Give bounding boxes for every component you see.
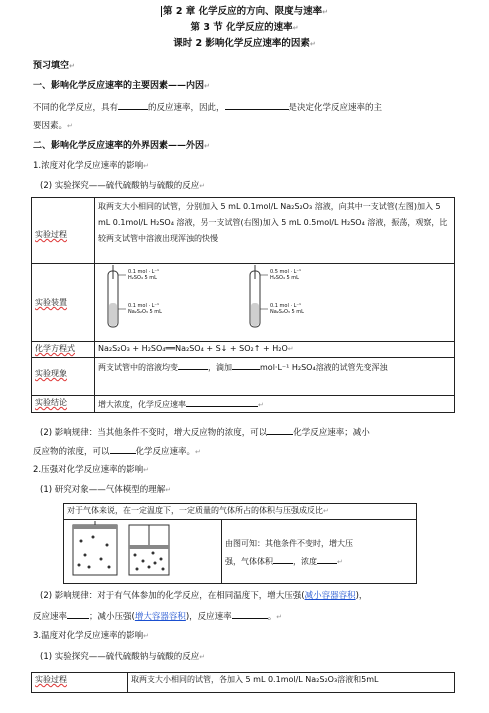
rule1-text-b: 化学反应速率；减小 xyxy=(293,428,370,438)
fill-blank[interactable] xyxy=(273,554,293,564)
large-gas-container xyxy=(73,521,117,575)
lesson-title xyxy=(0,37,489,51)
part1-text-b: 的反应速率，因此， xyxy=(148,103,225,113)
table-cell-label xyxy=(32,673,128,693)
row-label: 实验过程 xyxy=(35,675,67,684)
gas-container-cell xyxy=(64,520,222,584)
table-row xyxy=(32,673,455,693)
rule2-text-b: 反应速率 xyxy=(33,612,68,622)
fill-blank[interactable] xyxy=(178,360,208,370)
apparatus-figure xyxy=(98,265,451,339)
pressure-subheading: 2.压强对化学反应速率的影响↵ xyxy=(33,465,149,475)
reduce-volume-link: 减小容器容积 xyxy=(304,591,356,601)
left-acid-label: 0.1 mol · L⁻¹ H₂SO₄ 5 mL xyxy=(128,269,160,281)
right-acid-label: 0.5 mol · L⁻¹ H₂SO₄ 5 mL xyxy=(270,269,302,281)
pressure-object-text: (1) 研究对象——气体模型的理解 xyxy=(40,485,166,495)
rule1-line1 xyxy=(40,425,460,439)
chapter-title-text: 第 2 章 化学反应的方向、限度与速率 xyxy=(163,6,323,17)
temperature-process-text: 取两支大小相同的试管，各加入 5 mL 0.1mol/L Na₂S₂O₃溶液和5mL xyxy=(131,675,379,684)
lesson-title-text: 课时 2 影响化学反应速率的因素 xyxy=(173,38,310,49)
row-label: 实验现象 xyxy=(35,369,67,378)
rule1-text-c: 反应物的浓度，可以 xyxy=(33,447,110,457)
equation-text: Na₂S₂O₃ + H₂SO₄══Na₂SO₄ + S↓ + SO₂↑ + H₂O xyxy=(98,344,288,353)
gas-explanation-a: 由图可知：其他条件不变时，增大压 xyxy=(225,539,353,548)
fill-blank[interactable] xyxy=(267,425,293,435)
part1-heading-text: 一、影响化学反应速率的主要因素——内因 xyxy=(33,81,205,91)
rule1-text-a: (2) 影响规律：当其他条件不变时，增大反应物的浓度，可以 xyxy=(40,428,268,438)
gas-explanation-c: ，浓度 xyxy=(293,557,317,566)
pressure-object-heading: (1) 研究对象——气体模型的理解↵ xyxy=(40,485,172,495)
process-text: 取两支大小相同的试管，分别加入 5 mL 0.1mol/L Na₂S₂O₃ 溶液，向其中一支试管(左图)加入 5 mL 0.1mol/L H₂SO₄ 溶液，另一支试管(右图)加入 5 mL 0.5mol/L H₂SO₄ 溶液，振荡，观察，比较两支试管中溶液出现浑浊的快慢 xyxy=(98,202,448,243)
row-label: 实验结论 xyxy=(35,398,67,407)
fill-blank[interactable] xyxy=(232,360,260,370)
row-label: 实验装置 xyxy=(35,298,67,307)
table-cell-label xyxy=(32,358,95,396)
gas-model-header-text: 对于气体来说，在一定温度下，一定质量的气体所占的体积与压强成反比 xyxy=(67,506,323,515)
right-test-tube xyxy=(250,265,268,327)
table-row xyxy=(32,198,455,264)
conclusion-text: 增大浓度，化学反应速率 xyxy=(98,400,186,409)
table-cell-content xyxy=(95,198,455,264)
rule2-line1 xyxy=(40,590,460,602)
paragraph-mark: ↵ xyxy=(292,24,299,32)
table-cell-label xyxy=(32,198,95,264)
part1-line2: 要因素。↵ xyxy=(33,121,73,131)
rule2-text-b2: ；减小压强( xyxy=(89,612,135,622)
fill-blank[interactable] xyxy=(317,554,337,564)
table-cell-label xyxy=(32,396,95,413)
temperature-subheading-text: 3.温度对化学反应速率的影响 xyxy=(33,631,144,641)
gas-model-header: 对于气体来说，在一定温度下，一定质量的气体所占的体积与压强成反比↵ xyxy=(64,504,417,520)
table-cell-content: Na₂S₂O₃ + H₂SO₄══Na₂SO₄ + S↓ + SO₂↑ + H₂O↵ xyxy=(95,342,455,358)
phenomenon-text-a: 两支试管中的溶液均变 xyxy=(98,363,178,372)
concentration-subheading: 1.浓度对化学反应速率的影响↵ xyxy=(33,161,149,171)
part1-heading: 一、影响化学反应速率的主要因素——内因↵ xyxy=(33,81,210,91)
fill-blank[interactable] xyxy=(225,100,289,110)
rule2-line2: 反应速率 ；减小压强(增大容器容积)，反应速率 。↵ xyxy=(33,609,453,623)
table-row xyxy=(32,264,455,342)
fill-blank[interactable] xyxy=(67,609,89,619)
fill-blank[interactable] xyxy=(118,100,148,110)
increase-volume-link: 增大容器容积 xyxy=(134,612,186,622)
rule2-text-b3: )，反应速率 xyxy=(185,612,232,622)
part1-text-c: 是决定化学反应速率的主 xyxy=(288,103,383,113)
gas-model-explanation: 由图可知：其他条件不变时，增大压 强，气体体积 ，浓度 ↵ xyxy=(222,520,417,584)
gas-explanation-b: 强，气体体积 xyxy=(225,557,273,566)
gas-model-table xyxy=(63,503,417,584)
table-cell-label xyxy=(32,342,95,358)
table-cell-content: 增大浓度，化学反应速率 ↵ xyxy=(95,396,455,413)
section-title xyxy=(0,21,489,35)
concentration-experiment-text: (2) 实验探究——硫代硫酸钠与硫酸的反应 xyxy=(40,181,200,191)
apparatus-cell xyxy=(95,264,455,342)
chapter-title xyxy=(0,5,489,19)
right-thiosulfate-label: 0.1 mol · L⁻¹ Na₂S₂O₃ 5 mL xyxy=(270,303,304,315)
rule1-line2: 反应物的浓度，可以 化学反应速率。↵ xyxy=(33,444,453,458)
row-label: 化学方程式 xyxy=(35,344,75,353)
preview-heading: 预习填空↵ xyxy=(33,61,75,71)
pressure-subheading-text: 2.压强对化学反应速率的影响 xyxy=(33,465,144,475)
left-test-tube xyxy=(108,265,126,327)
small-gas-container xyxy=(129,525,169,575)
table-row xyxy=(32,342,455,358)
part1-line1 xyxy=(33,100,453,114)
table-row xyxy=(32,358,455,396)
phenomenon-text-b: ，滴加 xyxy=(208,363,232,372)
left-thiosulfate-label: 0.1 mol · L⁻¹ Na₂S₂O₃ 5 mL xyxy=(128,303,162,315)
table-row xyxy=(64,520,417,584)
row-label: 实验过程 xyxy=(35,230,67,239)
table-cell-label xyxy=(32,264,95,342)
temperature-table xyxy=(31,672,455,693)
table-cell-content xyxy=(95,358,455,396)
rule2-text-a: (2) 影响规律：对于有气体参加的化学反应，在相同温度下，增大压强( xyxy=(40,591,305,601)
temperature-experiment-heading: (1) 实验探究——硫代硫酸钠与硫酸的反应↵ xyxy=(40,652,206,662)
fill-blank[interactable] xyxy=(232,609,268,619)
concentration-experiment-heading: (2) 实验探究——硫代硫酸钠与硫酸的反应↵ xyxy=(40,181,206,191)
table-row xyxy=(64,504,417,520)
part1-text-a: 不同的化学反应，具有 xyxy=(33,103,119,113)
table-row xyxy=(32,396,455,413)
phenomenon-text-c: mol·L⁻¹ H₂SO₄溶液的试管先变浑浊 xyxy=(260,363,388,372)
preview-heading-text: 预习填空 xyxy=(33,61,70,71)
concentration-subheading-text: 1.浓度对化学反应速率的影响 xyxy=(33,161,144,171)
temperature-subheading: 3.温度对化学反应速率的影响↵ xyxy=(33,631,149,641)
section-title-text: 第 3 节 化学反应的速率 xyxy=(190,22,293,33)
rule2-text-a-end: )， xyxy=(355,591,368,601)
part2-heading-text: 二、影响化学反应速率的外界因素——外因 xyxy=(33,141,205,151)
temperature-experiment-text: (1) 实验探究——硫代硫酸钠与硫酸的反应 xyxy=(40,652,200,662)
paragraph-mark: ↵ xyxy=(322,8,328,16)
part2-heading: 二、影响化学反应速率的外界因素——外因↵ xyxy=(33,141,210,151)
rule2-text-b-end: 。 xyxy=(267,612,277,622)
paragraph-mark: ↵ xyxy=(309,40,316,48)
part1-text-d: 要因素。 xyxy=(33,121,68,131)
table-cell-content xyxy=(128,673,455,693)
gas-container-diagram xyxy=(67,521,217,579)
rule1-text-d: 化学反应速率。 xyxy=(135,447,196,457)
fill-blank[interactable] xyxy=(186,397,258,407)
experiment-table xyxy=(31,197,455,413)
fill-blank[interactable] xyxy=(110,444,136,454)
